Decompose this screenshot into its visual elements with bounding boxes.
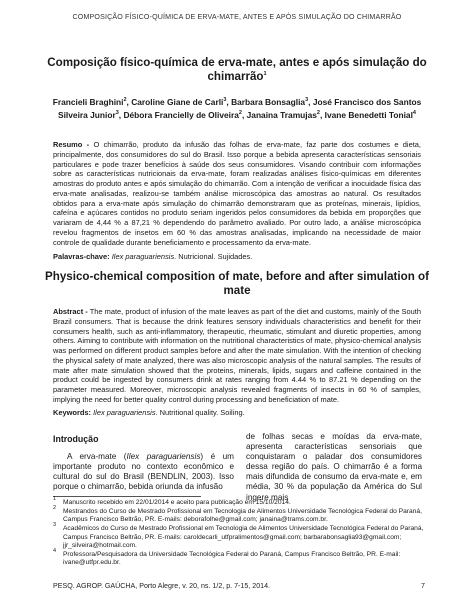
body-column-left (53, 452, 234, 492)
keywords-en-species: Ilex paraguariensis (93, 408, 156, 417)
page-footer (53, 582, 425, 590)
title-pt-text: Composição físico-química de erva-mate, antes e após simulação do chimarrão (47, 56, 427, 83)
footnote: 4 Professora/Pesquisadora da Universidade Tecnológica Federal do Paraná, Campus Francisco Beltrão, PR. E-mail: ivane@utfpr.edu.br. (53, 547, 401, 567)
footnote-text: Acadêmicos do Curso de Mestrado Profissional em Tecnologia de Alimentos Universidade Tecnológica Federal do Paraná, Campus Francisco Beltrão, PR. E-mails: caroldecarli_utfpralimentos@gmail.com; barbarabonsaglia93@gmail.com; jjr_silveira@hotmail.com. (63, 525, 424, 550)
footnote-text: Mestrandos do Curso de Mestrado Profissional em Tecnologia de Alimentos Universidade Tecnológica Federal do Paraná, Campus Francisco Beltrão, PR. E-mails: deborafolhe@gmail.com; janaina@trams.com.br. (63, 507, 422, 524)
keywords-pt-species: Ilex paraguariensis (111, 252, 175, 261)
abstract-english (53, 307, 421, 405)
intro-paragraph (53, 452, 234, 492)
footnote: 2 Mestrandos do Curso de Mestrado Profissional em Tecnologia de Alimentos Universidade Tecnológica Federal do Paraná, Campus Francisco Beltrão, PR. E-mails: deborafolhe@gmail.com; janaina@trams.com.br. (53, 504, 422, 524)
author-separator: , (308, 97, 313, 107)
title-pt-footnote-marker: 1 (263, 71, 267, 78)
author-name: José Francisco dos Santos Silveira Junior (58, 97, 422, 120)
abstract-portuguese (53, 140, 421, 247)
keywords-portuguese (53, 252, 421, 261)
author-affiliation-marker: 3 (115, 110, 119, 117)
author-affiliation-marker: 2 (316, 110, 320, 117)
author-name: Barbara Bonsaglia (231, 97, 306, 107)
keywords-en-rest: . Nutritional quality. Soiling. (155, 408, 245, 417)
abstract-en-text: The mate, product of infusion of the mate leaves as part of the diet and customs, mainly of the South Brazil consumers. That is because the drink features sensory individuals characteristics and benefit for their consumers health, such as anti-inflammatory, therapeutic, rheumatic, stimulant and diuretic properties, among others. Aiming to contribute with information on the nutritional characteristics of mate, physico-chemical analysis was performed on different product samples before and after the mate simulation. With the intention of checking the physical safety of mate analyzed, there was also microscopic analysis of the natural samples. The results of mate after mate simulation showed that the proteins, minerals, lipids, sugars and caffeine contained in the product could be ingested by consumers drink at rates ranging from 4.44 % to 87.21 % depending on the parameter measured. Moreover, microscopic analysis revealed fragments of insects in 60 % of samples, implying the need for better quality control during processing and beneficiation of mate. (53, 307, 421, 404)
author (231, 97, 313, 107)
author-name: Francieli Braghini (52, 97, 124, 107)
footnote-text: Professora/Pesquisadora da Universidade Tecnológica Federal do Paraná, Campus Francisco Beltrão, PR. E-mail: ivane@utfpr.edu.br. (63, 550, 401, 567)
author-affiliation-marker: 3 (223, 97, 227, 104)
author (53, 97, 131, 107)
journal-name: PESQ. AGROP. GAÚCHA (53, 582, 136, 590)
author (123, 110, 246, 120)
author-name: Caroline Giane de Carli (131, 97, 224, 107)
author-list (44, 96, 430, 122)
author (131, 97, 231, 107)
author-affiliation-marker: 3 (305, 97, 309, 104)
author-separator: , (226, 97, 232, 107)
intro-species: Ilex paraguariensis (126, 452, 201, 461)
footnote-text: Manuscrito recebido em 22/01/2014 e aceito para publicação em 15/10/2014. (63, 499, 291, 506)
footnote: 3 Acadêmicos do Curso de Mestrado Profissional em Tecnologia de Alimentos Universidade Tecnológica Federal do Paraná, Campus Francisco Beltrão, PR. E-mails: caroldecarli_utfpralimentos@gmail.com; barbarabonsaglia93@gmail.com; jjr_silveira@hotmail.com. (53, 522, 424, 550)
author-name: Débora Francielly de Oliveira (123, 110, 239, 120)
intro-text: ) é um importante produto no contexto econômico e cultural do sul do Brasil (BENDLIN, 2003). Isso porque o chimarrão, bebida oriunda da infusão (53, 452, 234, 492)
footnotes (53, 496, 425, 568)
keywords-pt-label: Palavras-chave: (53, 252, 110, 261)
author-separator: , (319, 110, 325, 120)
journal-citation (53, 582, 270, 590)
intro-paragraph-continued: de folhas secas e moídas da erva-mate, apresenta características sensoriais que conquistaram o paladar dos consumidores dessa região do país. O chimarrão é a forma mais difundida de consumo da erva-mate e, em média, 30 % da população da América do Sul ingere mais (246, 432, 422, 502)
author-affiliation-marker: 4 (412, 110, 416, 117)
abstract-en-label: Abstract - (53, 307, 88, 316)
body-column-right (246, 432, 422, 503)
abstract-pt-label: Resumo - (53, 140, 90, 149)
intro-text: A erva-mate ( (67, 452, 127, 461)
running-head: COMPOSIÇÃO FÍSICO-QUÍMICA DE ERVA-MATE, ANTES E APÓS SIMULAÇÃO DO CHIMARRÃO (72, 13, 402, 21)
page-number: 7 (421, 582, 425, 590)
author-separator: , (241, 110, 247, 120)
title-portuguese (40, 56, 434, 84)
journal-volume-info: , Porto Alegre, v. 20, ns. 1/2, p. 7-15, 2014. (135, 582, 270, 590)
author-name: Janaina Tramujas (246, 110, 317, 120)
section-heading-introduction: Introdução (53, 434, 99, 444)
author-affiliation-marker: 2 (238, 110, 242, 117)
author-affiliation-marker: 2 (123, 97, 127, 104)
abstract-pt-text: O chimarrão, produto da infusão das folhas de erva-mate, faz parte dos costumes e dieta, principalmente, dos consumidores do sul do Brasil. Isso porque a bebida apresenta características sensoriais particulares e pode trazer benefícios à saúde dos seus consumidores. Visando contribuir com informações sobre as características nutricionais da erva-mate, foram realizadas análises físico-químicas em diferentes amostras do produto antes e após simulação do chimarrão. Com a intenção de verificar a inocuidade física das erva-mate analisadas, realizou-se também análise microscópica das amostras ao natural. Os resultados obtidos para a erva-mate após simulação do chimarrão demonstraram que as proteínas, minerais, lipídios, cafeína e açúcares contidos no produto seriam ingeridos pelos consumidores da bebida em proporções que variaram de 4,44 % a 87,21 % dependendo do parâmetro avaliado. Por outro lado, a análise microscópica revelou fragmentos de insetos em 60 % das amostras analisadas, implicando na necessidade de maior controle de qualidade durante beneficiamento e processamento da erva-mate. (53, 140, 421, 247)
author (325, 110, 416, 120)
keywords-en-label: Keywords: (53, 408, 92, 417)
author (247, 110, 325, 120)
keywords-english (53, 408, 421, 417)
author-separator: , (126, 97, 132, 107)
keywords-pt-rest: . Nutricional. Sujidades. (174, 252, 253, 261)
author-name: Ivane Benedetti Tonial (324, 110, 413, 120)
author-separator: , (118, 110, 124, 120)
title-english: Physico-chemical composition of mate, before and after simulation of mate (45, 270, 429, 297)
footnote: 1 Manuscrito recebido em 22/01/2014 e aceito para publicação em 15/10/2014. (53, 496, 291, 506)
footnote-divider (53, 496, 201, 497)
